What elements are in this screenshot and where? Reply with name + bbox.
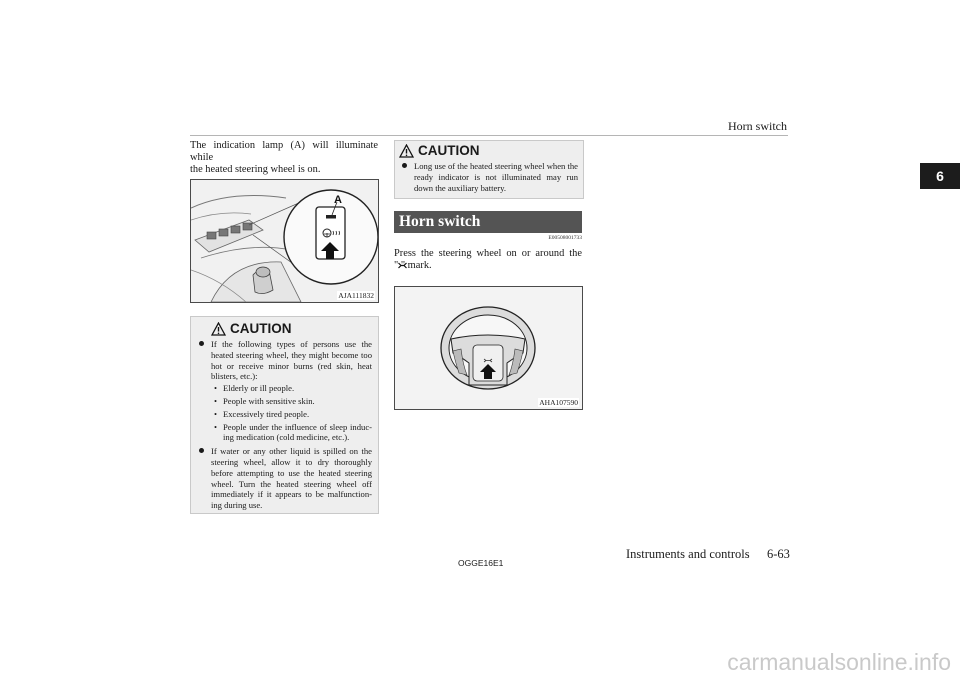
horn-line-2-wrap bbox=[394, 260, 432, 272]
warning-triangle-icon bbox=[399, 144, 414, 158]
warning-triangle-icon bbox=[211, 322, 226, 336]
bullet-icon bbox=[197, 339, 211, 445]
caution-item-text: If the following types of persons use the heated steering wheel, they might become too hot or receive minor burns (red skin, heat blisters, etc.): bbox=[211, 339, 372, 382]
bullet-icon bbox=[400, 161, 414, 193]
figure-id: AJA111832 bbox=[338, 291, 374, 300]
intro-paragraph bbox=[190, 140, 378, 177]
caution-box-left bbox=[190, 316, 379, 514]
sub-list-item: • People with sensitive skin. bbox=[211, 396, 372, 407]
caution-box-right bbox=[394, 140, 584, 199]
section-code: E00508001733 bbox=[548, 235, 582, 241]
intro-line-1: The indication lamp (A) will illuminate while bbox=[190, 140, 378, 164]
caution-title: CAUTION bbox=[418, 143, 480, 158]
caution-item-text: If water or any other liquid is spilled on the steering wheel, allow it to dry thoroughly before attempting to use the heated steering wheel. Turn the heated steering wheel off immediately if it appears to be malfunction-ing during use. bbox=[211, 446, 372, 511]
header-rule bbox=[190, 135, 788, 136]
steering-wheel-figure bbox=[394, 286, 583, 410]
console-illustration bbox=[191, 180, 378, 302]
intro-line-2: the heated steering wheel is on. bbox=[190, 164, 321, 176]
caution-item bbox=[400, 161, 578, 193]
sub-list-item: • People under the influence of sleep induc-ing medication (cold medicine, etc.). bbox=[211, 422, 372, 444]
figure-id: AHA107590 bbox=[539, 398, 578, 407]
caution-item bbox=[197, 446, 372, 511]
bullet-icon bbox=[197, 446, 211, 511]
sub-list bbox=[211, 383, 372, 443]
watermark[interactable]: carmanualsonline.info bbox=[727, 649, 951, 675]
sub-list-item: • Excessively tired people. bbox=[211, 409, 372, 420]
footer-chapter-name: Instruments and controls bbox=[626, 547, 750, 561]
section-heading: Horn switch bbox=[394, 211, 582, 233]
footer-page-number: 6-63 bbox=[767, 547, 790, 561]
horn-line-1: Press the steering wheel on or around the bbox=[394, 248, 582, 259]
caution-title: CAUTION bbox=[230, 321, 292, 336]
sub-list-item: • Elderly or ill people. bbox=[211, 383, 372, 394]
caution-item bbox=[197, 339, 372, 445]
chapter-tab[interactable]: 6 bbox=[920, 163, 960, 189]
caution-header bbox=[399, 143, 583, 158]
steering-wheel-illustration bbox=[395, 287, 582, 409]
horn-paragraph bbox=[394, 248, 582, 272]
running-header-title: Horn switch bbox=[728, 119, 787, 133]
caution-header bbox=[211, 321, 378, 336]
caution-item-text: Long use of the heated steering wheel when the ready indicator is not illuminated may run down the auxiliary battery. bbox=[414, 161, 578, 193]
heated-steering-switch-figure bbox=[190, 179, 379, 303]
footer-doc-code: OGGE16E1 bbox=[458, 558, 504, 568]
horn-mark-icon bbox=[398, 262, 407, 269]
callout-letter-a: A bbox=[334, 194, 342, 206]
horn-line-2: " " mark. bbox=[394, 260, 432, 272]
